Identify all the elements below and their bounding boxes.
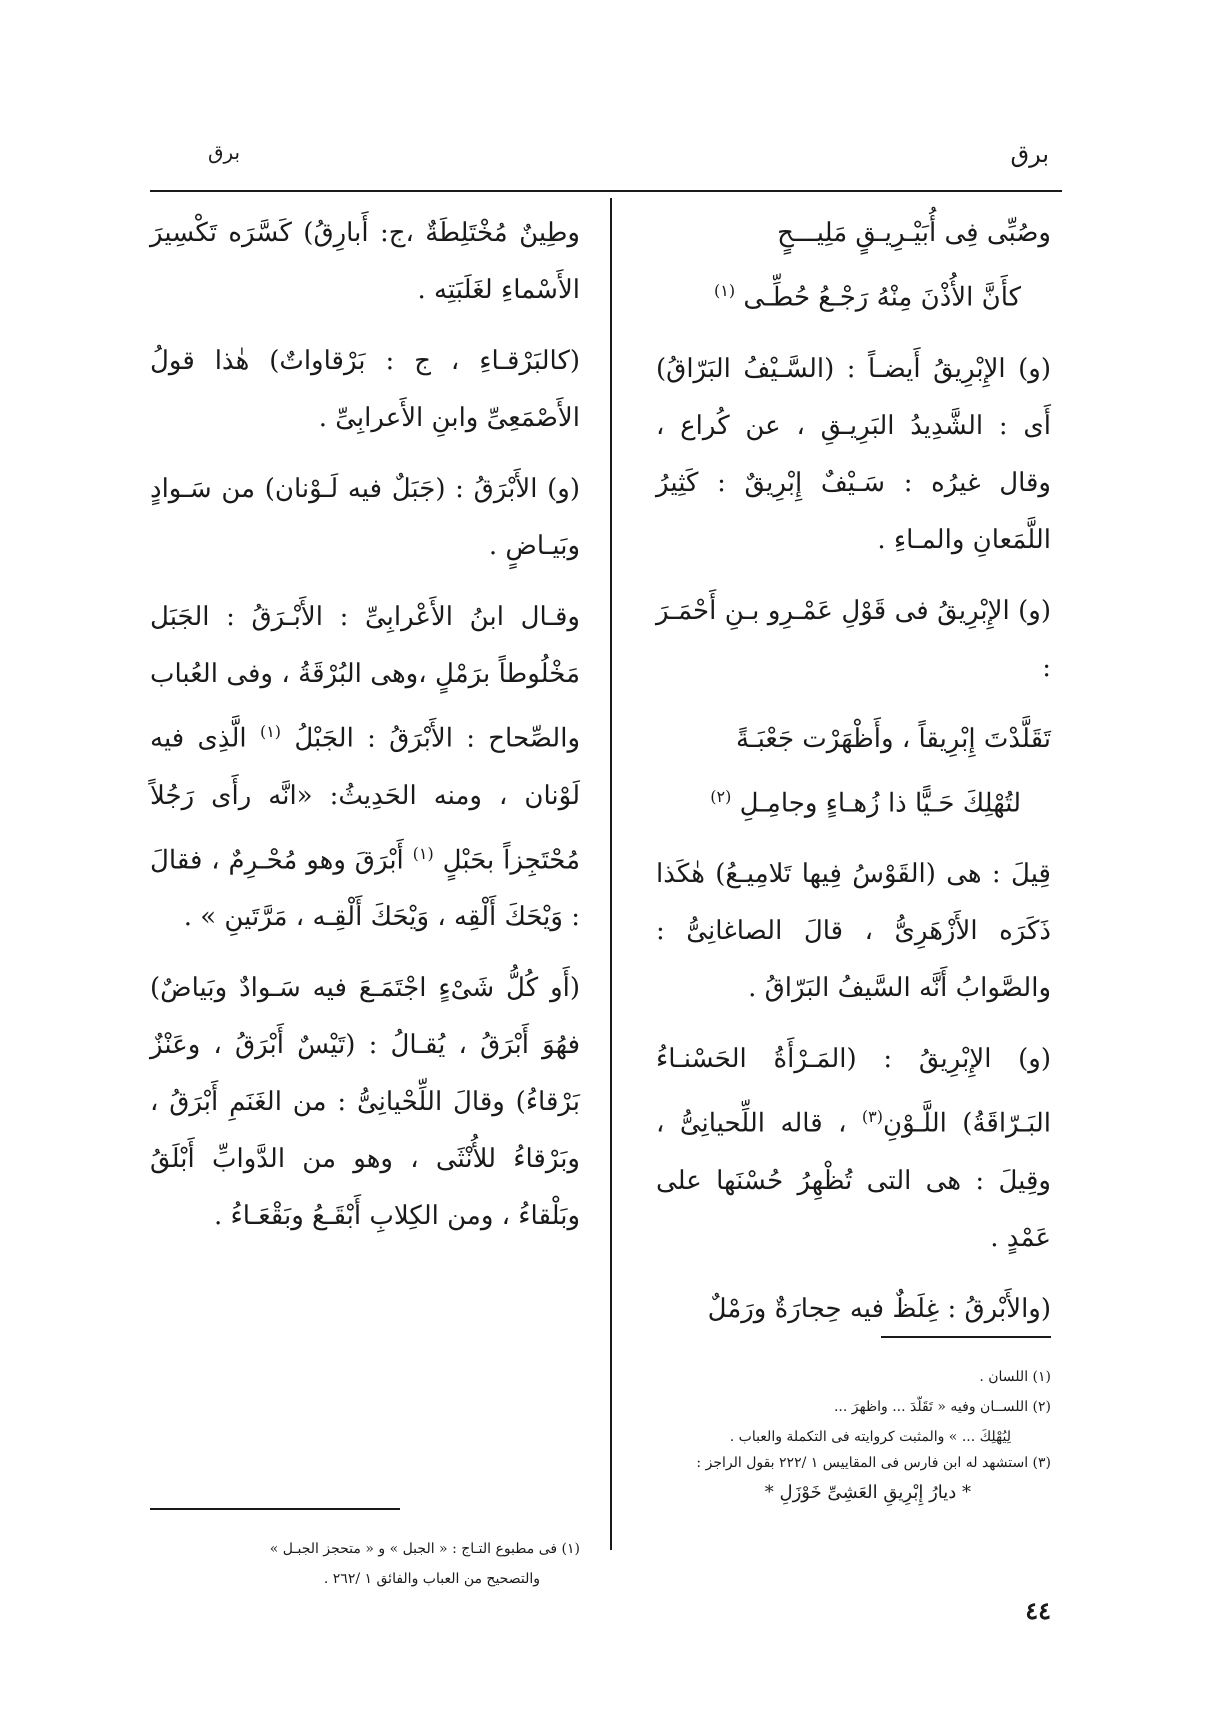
header-rule xyxy=(150,190,1062,192)
verse-1-line-2 xyxy=(656,262,1051,327)
entry-paragraph: (كالبَرْقـاءِ ، ج : بَرْقاواتٌ) هٰذا قولُ الأَصْمَعِىِّ وابنِ الأَعرابِىِّ . xyxy=(150,346,580,433)
entry-paragraph: (و) الإِبْرِيقُ أَيضـاً : (السَّـيْفُ البَرّاقُ) أَى : الشَّدِيدُ البَرِيـقِ ، عن كُراع ، وقال غيرُه : سَـيْفٌ إِبْرِيقٌ : كَثِيرُ اللَّمَعانِ والمـاءِ . xyxy=(656,353,1051,555)
footnote-2: (٢) اللســان وفيه « تَقَلّدَ ... واظهرَ ... xyxy=(833,1399,1051,1415)
right-column xyxy=(656,205,1051,1352)
footnote-marker: (١) xyxy=(259,722,282,741)
verse-2-line-2 xyxy=(656,768,1051,833)
footnote-1: (١) فى مطبوع التـاج : « الجبل » و « متحجز الجبـل » xyxy=(269,1541,580,1557)
footnote-1-continuation: والتصحيح من العباب والفائق ١ /٢٦٢ . xyxy=(323,1571,540,1587)
entry-text: الَّذِى فيه لَوْنان ، ومنه الحَدِيثُ: «انَّه رأَى رَجُلاً مُحْتَجِزاً بحَبْلٍ xyxy=(150,723,581,876)
footnote-1: (١) اللسان . xyxy=(979,1369,1051,1385)
entry-paragraph: وطِينٌ مُخْتَلِطَةٌ ،ج: أَبارِقُ) كَسَّرَه تَكْسِيرَ الأَسْماءِ لغَلَبَتِه . xyxy=(150,218,580,305)
footnote-3: (٣) استشهد له ابن فارس فى المقاييس ١ /٢٢٢ بقول الراجز : xyxy=(696,1455,1051,1471)
footnote-marker: (٢) xyxy=(710,786,732,806)
entry-paragraph: (و) الإِبْرِيقُ فى قَوْلِ عَمْـرِو بـنِ أَحْمَـرَ : xyxy=(656,595,1051,683)
entry-paragraph xyxy=(150,589,580,946)
page-number: ٤٤ xyxy=(1025,1596,1051,1625)
entry-text: (و) الإِبْرِيقُ : (المَـرْأَةُ الحَسْنـاءُ البَـرّاقَةُ) اللَّـوْنِ xyxy=(656,1044,1051,1139)
footnotes-right xyxy=(641,1364,1051,1506)
footnote-marker: (١) xyxy=(713,281,736,300)
verse-1-line-2-text: كأَنَّ الأُذْنَ مِنْهُ رَجْـعُ حُطِّـى xyxy=(743,282,1021,313)
verse-2-line-2-text: لتُهْلِكَ حَـيًّا ذا زُهـاءٍ وجامِـلِ xyxy=(739,788,1021,819)
footnote-rule-left xyxy=(150,1508,400,1510)
entry-text: ، قاله اللِّحيانِىُّ ، وقِيلَ : هى التى تُظْهِرُ حُسْنَها على عَمْدٍ . xyxy=(656,1108,1051,1253)
left-column xyxy=(150,205,580,1259)
running-header-right: برق xyxy=(1010,140,1049,168)
column-divider xyxy=(610,198,612,1550)
entry-paragraph: قِيلَ : هى (القَوْسُ فِيها تَلامِيـعُ) هٰكَذا ذَكَرَه الأَزْهَرِىُّ ، قالَ الصاغانِىُّ : والصَّوابُ أَنَّه السَّيفُ البَرّاقُ . xyxy=(656,859,1051,1004)
footnote-marker: (١) xyxy=(412,843,434,863)
verse-1-line-1: وصُبِّى فِى أُبَيْـرِيـقٍ مَلِيـــحٍ xyxy=(777,218,1051,248)
entry-text: وقـال ابنُ الأَعْرابِىِّ : الأَبْـرَقُ : الجَبَل مَخْلُوطاً برَمْلٍ ،وهى البُرْقَةُ ، وفى العُباب والصِّحاح : الأَبْرَقُ : الجَبْلُ xyxy=(150,602,581,754)
verse-2-line-1: تَقَلَّدْتَ إِبْرِيقاً ، وأَظْهَرْت جَعْبَـةً xyxy=(736,723,1051,754)
footnote-rule-right xyxy=(881,1336,1051,1338)
footnote-2-continuation: لِيُهْلِكَ ... » والمثبت كروايته فى التكملة والعباب . xyxy=(729,1429,1011,1445)
entry-paragraph: (أَو كُلُّ شَىْءٍ اجْتَمَـعَ فيه سَـوادٌ وبَياضٌ) فهُوَ أَبْرَقُ ، يُقـالُ : (تَيْسٌ أَبْرَقُ ، وعَنْزٌ بَرْقاءُ) وقالَ اللِّحْيانِىُّ : من الغَنَمِ أَبْرَقُ ، وبَرْقاءُ للأُنْثَى ، وهو من الدَّوابِّ أَبْلَقُ وبَلْقاءُ ، ومن الكِلابِ أَبْقَـعُ وبَقْعَـاءُ . xyxy=(150,973,580,1232)
footnote-marker: (٣) xyxy=(861,1107,883,1127)
entry-text: أَبْرَقَ وهو مُحْـرِمٌ ، فقالَ : وَيْحَكَ أَلْقِه ، وَيْحَكَ أَلْقِـه ، مَرَّتَينِ » . xyxy=(150,845,580,933)
footnotes-left xyxy=(150,1536,580,1592)
running-header-left: برق xyxy=(208,140,241,164)
footnote-3-quote: * ديارُ إِبْرِيقِ العَشِىِّ خَوْزَلِ * xyxy=(764,1482,971,1503)
entry-paragraph xyxy=(656,1031,1051,1267)
entry-paragraph: (والأَبْرقُ : غِلَظٌ فيه حِجارَةٌ ورَمْلٌ xyxy=(707,1293,1051,1324)
entry-paragraph: (و) الأَبْرَقُ : (جَبَلٌ فيه لَـوْنان) من سَـوادٍ وبَيـاضٍ . xyxy=(150,474,580,561)
